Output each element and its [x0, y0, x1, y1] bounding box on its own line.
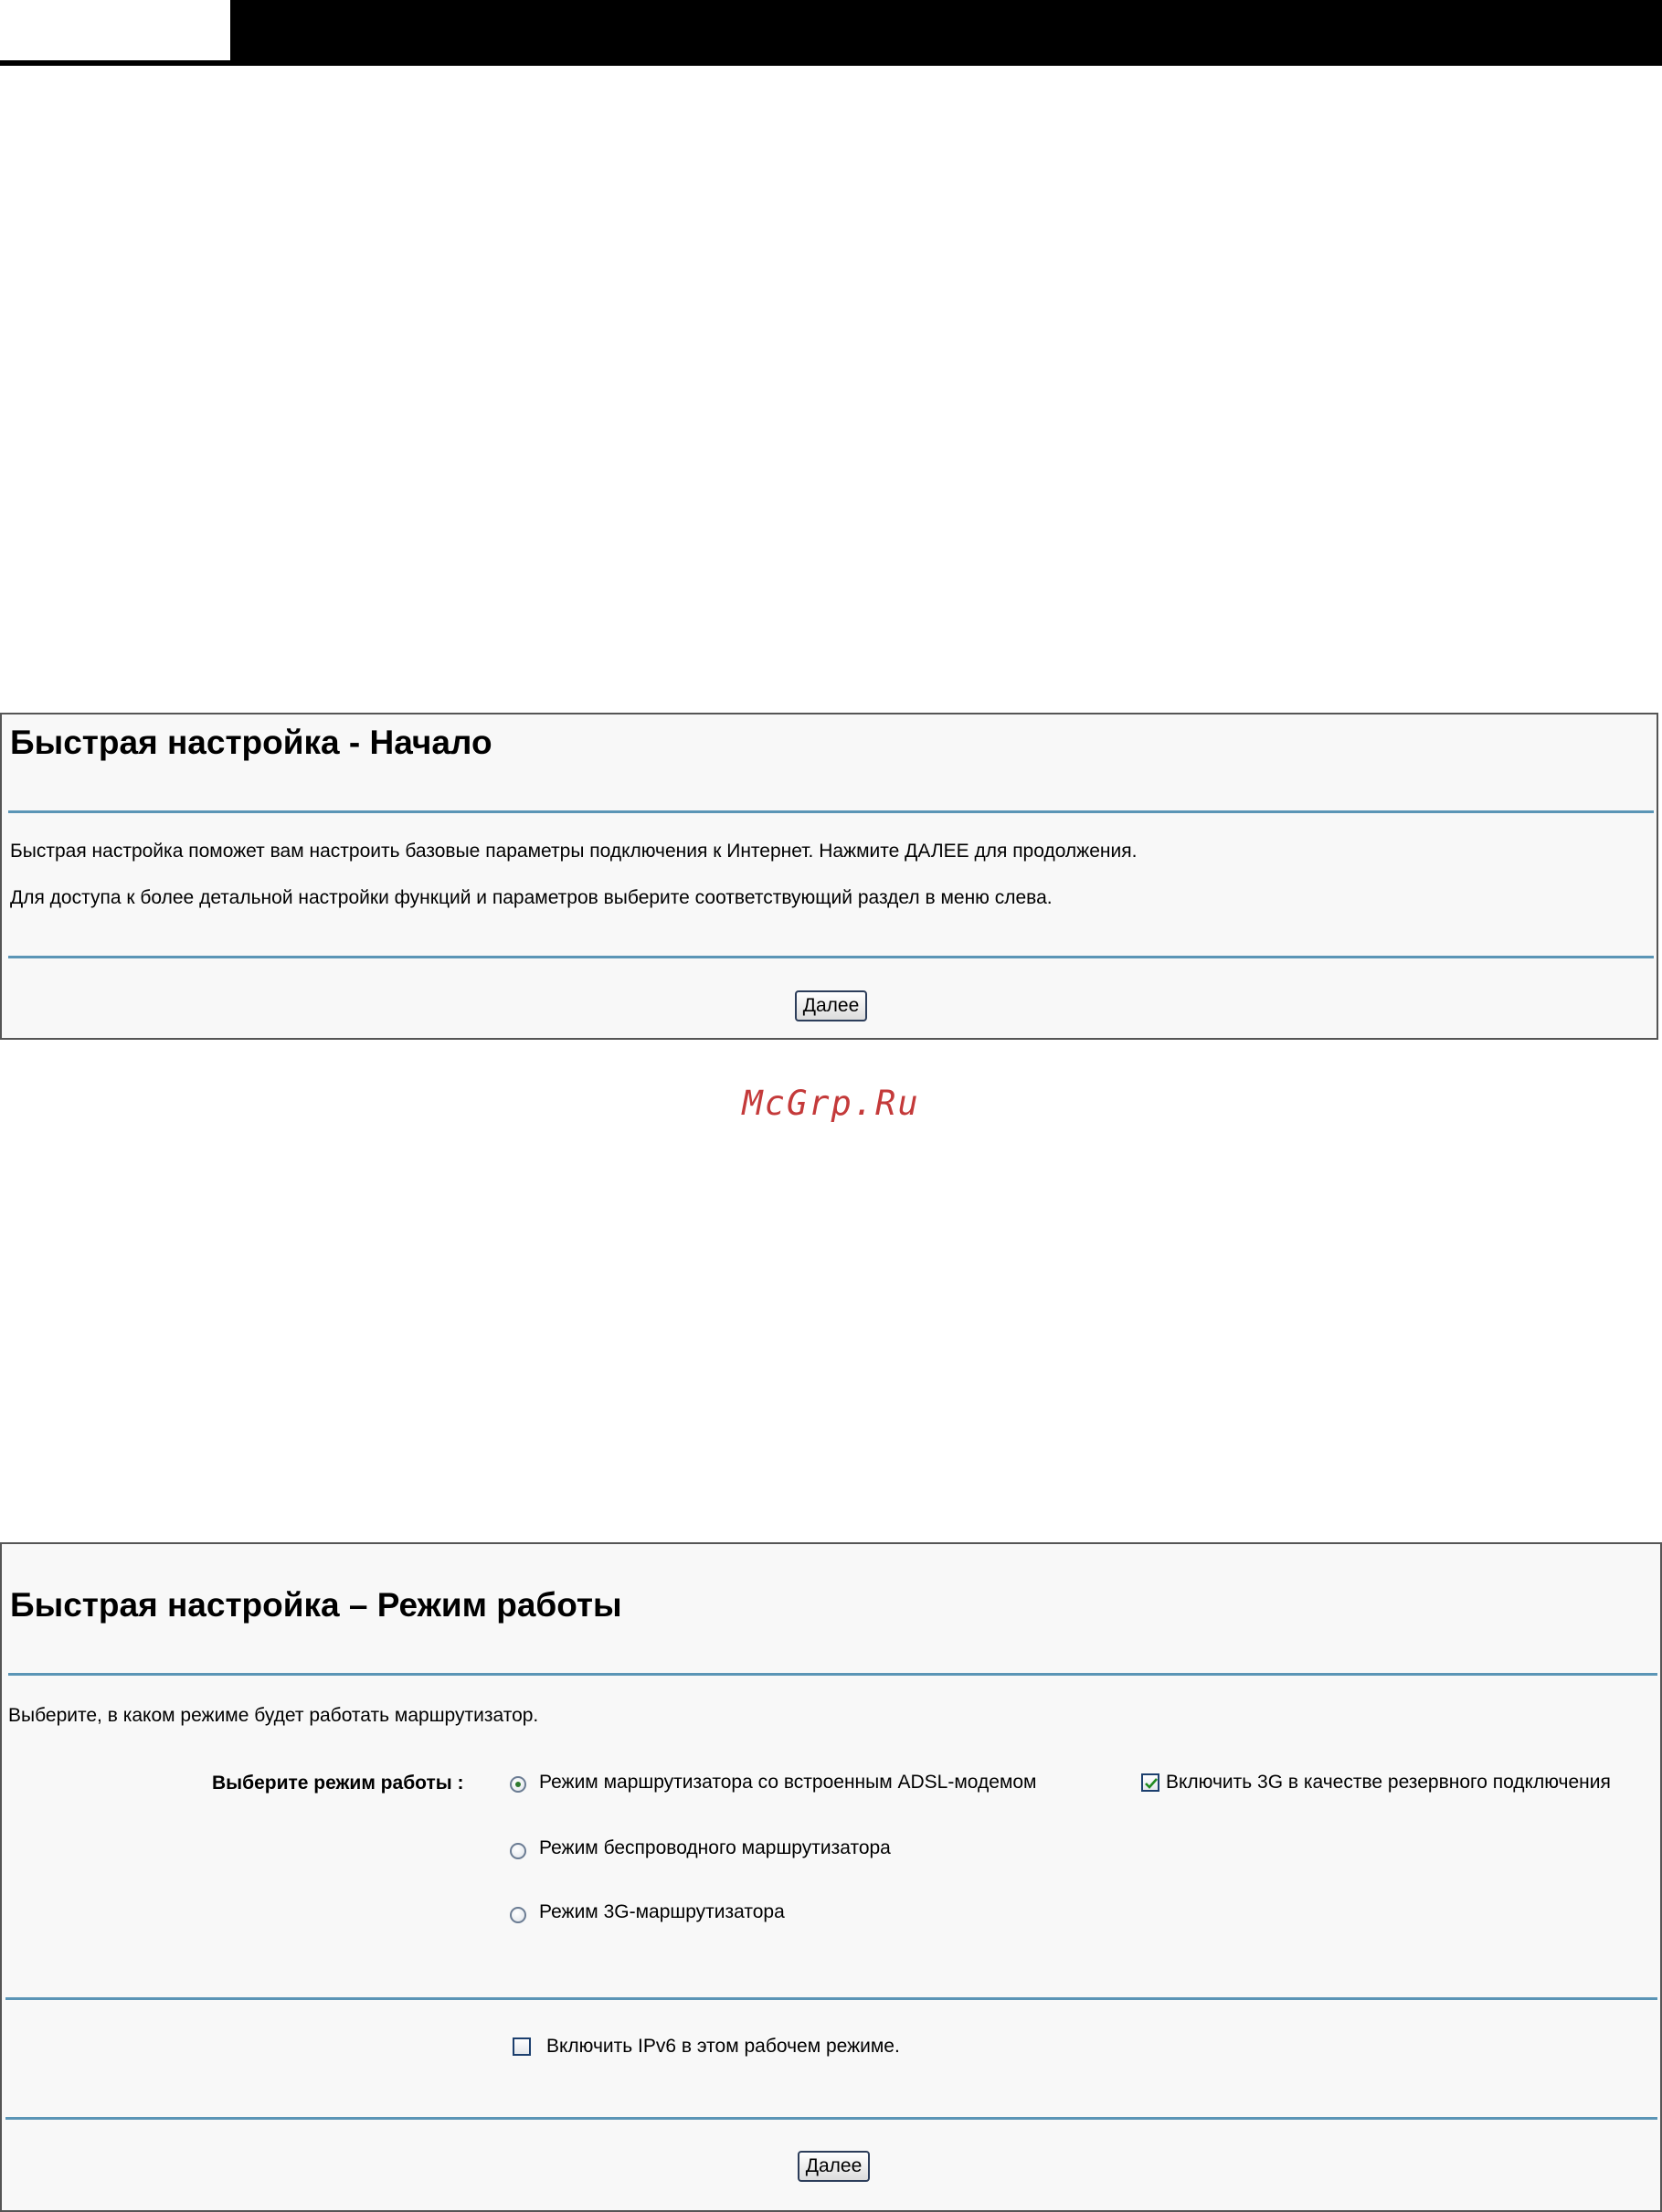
mode-radio-adsl[interactable] [510, 1776, 526, 1793]
divider [5, 2117, 1657, 2120]
intro-text: Выберите, в каком режиме будет работать маршрутизатор. [8, 1705, 539, 1726]
watermark-text: McGrp.Ru [742, 1084, 920, 1123]
mode-label-adsl: Режим маршрутизатора со встроенным ADSL-модемом [539, 1772, 1037, 1793]
mode-radio-3g[interactable] [510, 1907, 526, 1923]
divider [8, 1673, 1657, 1676]
mode-radio-wireless[interactable] [510, 1843, 526, 1859]
hint-text: Для доступа к более детальной настройки функций и параметров выберите соответствующий раздел в меню слева. [10, 887, 1053, 908]
ipv6-label: Включить IPv6 в этом рабочем режиме. [546, 2036, 900, 2057]
header-bar [230, 0, 1662, 66]
backup-3g-checkbox[interactable] [1141, 1773, 1159, 1792]
divider [8, 810, 1654, 813]
divider [8, 956, 1654, 958]
quick-setup-mode-panel [0, 1542, 1662, 2212]
header-underline [0, 60, 230, 66]
panel-title: Быстрая настройка – Режим работы [10, 1586, 622, 1624]
next-button[interactable]: Далее [798, 2151, 870, 2182]
panel-title: Быстрая настройка - Начало [10, 724, 492, 761]
next-button[interactable]: Далее [795, 990, 867, 1021]
divider [5, 1997, 1657, 2000]
mode-label-wireless: Режим беспроводного маршрутизатора [539, 1837, 891, 1858]
ipv6-checkbox[interactable] [513, 2037, 531, 2056]
quick-setup-start-panel [0, 713, 1658, 1040]
mode-label: Выберите режим работы : [212, 1773, 464, 1794]
checkmark-icon [1144, 1776, 1159, 1791]
backup-3g-label: Включить 3G в качестве резервного подключения [1166, 1772, 1611, 1793]
intro-text: Быстрая настройка поможет вам настроить базовые параметры подключения к Интернет. Нажмите ДАЛЕЕ для продолжения. [10, 841, 1138, 862]
mode-label-3g: Режим 3G-маршрутизатора [539, 1901, 785, 1922]
